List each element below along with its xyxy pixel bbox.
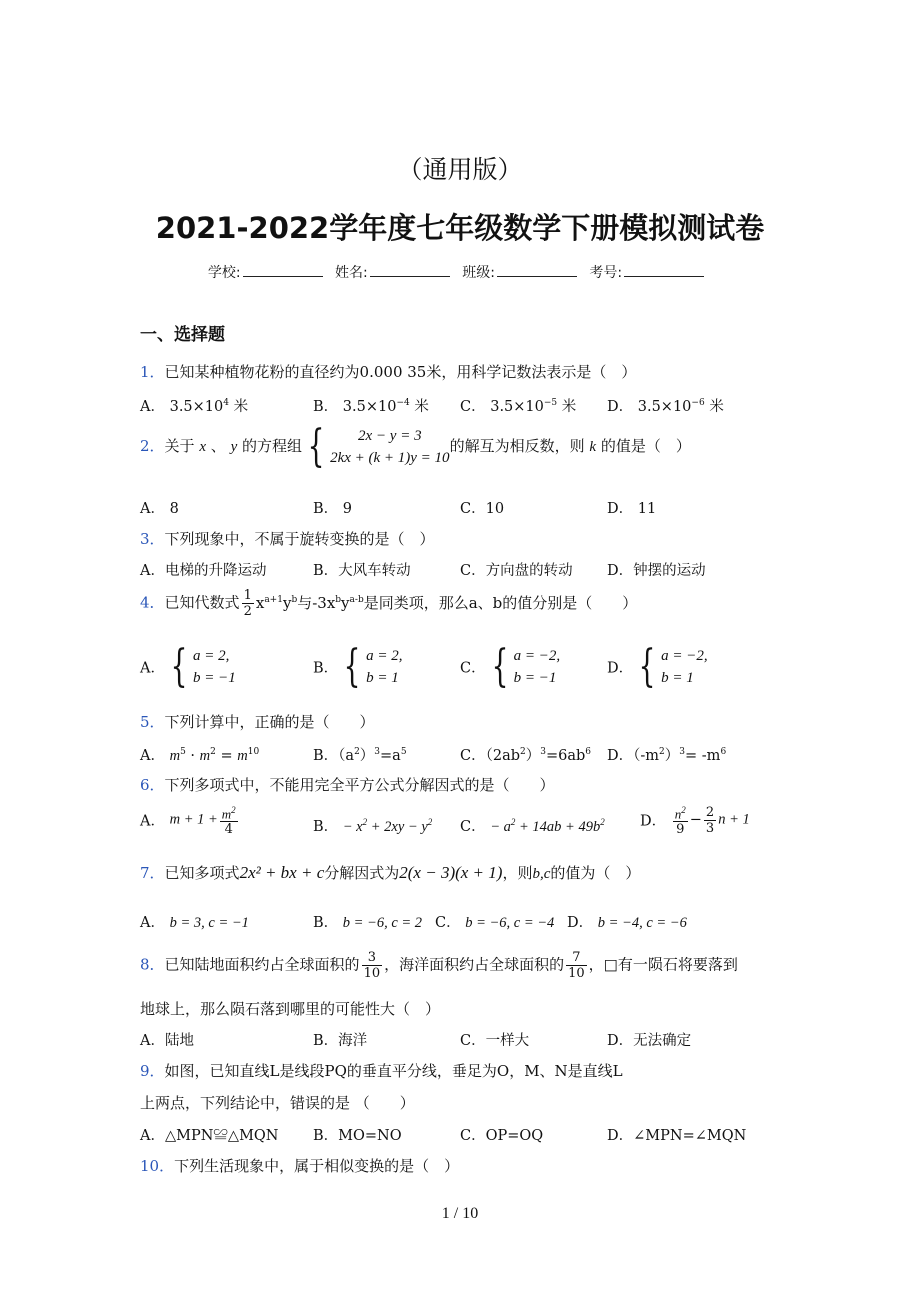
question-7: 7．已知多项式2x² + bx + c分解因式为2(x − 3)(x + 1)，则b,c的值为（ ） bbox=[140, 863, 641, 882]
option-a[interactable]: A． b = 3, c = −1 bbox=[140, 915, 249, 931]
page-title: 2021-2022学年度七年级数学下册模拟测试卷 bbox=[155, 211, 765, 245]
question-3 bbox=[140, 528, 435, 549]
question-number: 7． bbox=[140, 864, 165, 882]
question-number: 4． bbox=[140, 593, 165, 612]
option-a[interactable]: A．陆地 bbox=[140, 1033, 194, 1049]
option-a[interactable]: A． 8 bbox=[140, 501, 179, 517]
question-4: 4．已知代数式 $\frac{1}{2}$ $x^{a+1}y^b$与$-3x^by^{a-b}$是同类项，那么a、b的值分别是（ ） bbox=[140, 588, 638, 619]
option-c[interactable]: C． $3.5\times 10^{-5}$ 米 bbox=[460, 398, 577, 415]
option-a[interactable]: A． $3.5\times 10^4$ 米 bbox=[140, 398, 249, 415]
option-a[interactable]: A． $m^5 \cdot m^2 = m^{10}$ bbox=[140, 747, 260, 764]
option-b[interactable]: B．MO=NO bbox=[313, 1128, 402, 1144]
option-c[interactable]: C．OP=OQ bbox=[460, 1128, 544, 1144]
option-c[interactable]: C． − $a^2 + 14ab + 49b^2$ bbox=[460, 817, 605, 835]
option-a[interactable]: A．△MPN≌△MQN bbox=[140, 1128, 279, 1144]
question-number: 6． bbox=[140, 776, 165, 794]
option-c[interactable]: C． { a = −2, b = −1 bbox=[460, 641, 561, 692]
question-text: 下列多项式中，不能用完全平方公式分解因式的是（ ） bbox=[164, 776, 555, 794]
option-b[interactable]: B．大风车转动 bbox=[313, 563, 411, 579]
option-a[interactable]: A． { a = 2, b = −1 bbox=[140, 641, 236, 692]
subtitle: （通用版） bbox=[397, 155, 523, 184]
option-a[interactable]: A． m + 1 + $\frac{m^2}{4}$ bbox=[140, 805, 236, 838]
option-d[interactable]: D． { a = −2, b = 1 bbox=[607, 641, 708, 692]
question-5 bbox=[140, 711, 375, 732]
question-number: 8． bbox=[140, 955, 165, 974]
page-number: 1 / 10 bbox=[441, 1205, 479, 1222]
name-label: 姓名: bbox=[335, 265, 368, 281]
question-2: 2．关于 x 、 y 的方程组 { 2x − y = 3 2kx + (k + 1)y = 10 的解互为相反数，则 k 的值是（ ） bbox=[140, 421, 691, 472]
question-text: 如图，已知直线L是线段PQ的垂直平分线，垂足为O，M、N是直线L bbox=[164, 1062, 623, 1080]
option-b[interactable]: B． b = −6, c = 2 bbox=[313, 915, 423, 931]
id-blank[interactable] bbox=[624, 264, 704, 277]
option-b[interactable]: B． 9 bbox=[313, 501, 352, 517]
question-text: 下列计算中，正确的是（ ） bbox=[164, 713, 375, 731]
class-label: 班级: bbox=[462, 265, 495, 281]
question-text: 已知某种植物花粉的直径约为0.000 35米，用科学记数法表示是（ ） bbox=[164, 363, 637, 381]
equation-system: { 2x − y = 3 2kx + (k + 1)y = 10 bbox=[307, 421, 450, 472]
section-heading: 一、选择题 bbox=[140, 325, 225, 345]
option-c[interactable]: C．$(2ab^2)^3=6ab^6$ bbox=[460, 747, 592, 764]
school-label: 学校: bbox=[207, 265, 241, 281]
option-b[interactable]: B． − $x^2 + 2xy - y^2$ bbox=[313, 817, 433, 835]
question-text: $x^{a+1}y^b$与$-3x^by^{a-b}$是同类项，那么a、b的值分别是（ ） bbox=[255, 593, 638, 612]
question-text: 下列现象中，不属于旋转变换的是（ ） bbox=[164, 530, 435, 548]
option-d[interactable]: D．无法确定 bbox=[607, 1033, 692, 1049]
question-9-line2: 上两点，下列结论中，错误的是 （ ） bbox=[140, 1094, 415, 1112]
option-d[interactable]: D．∠MPN=∠MQN bbox=[607, 1128, 747, 1144]
name-blank[interactable] bbox=[370, 264, 450, 277]
class-blank[interactable] bbox=[497, 264, 577, 277]
option-b[interactable]: B．$(a^2)^3=a^5$ bbox=[313, 747, 407, 764]
option-d[interactable]: D．$(-m^2)^3= -m^6$ bbox=[607, 747, 727, 764]
option-c[interactable]: C．10 bbox=[460, 501, 505, 517]
id-label: 考号: bbox=[589, 265, 623, 281]
option-c[interactable]: C．一样大 bbox=[460, 1033, 530, 1049]
question-8: 8．已知陆地面积约占全球面积的 $\frac{3}{10}$ ，海洋面积约占全球面积的 $\frac{7}{10}$ ，□有一陨石将要落到 bbox=[140, 950, 738, 981]
question-8-line2: 地球上，那么陨石落到哪里的可能性大（ ） bbox=[140, 1000, 441, 1018]
question-1 bbox=[140, 361, 636, 382]
student-info-line bbox=[0, 262, 920, 282]
question-number: 2． bbox=[140, 437, 165, 455]
option-a[interactable]: A．电梯的升降运动 bbox=[140, 563, 267, 579]
fraction: $\frac{1}{2}$ bbox=[243, 588, 252, 619]
question-number: 10． bbox=[140, 1157, 175, 1175]
question-number: 1． bbox=[140, 363, 165, 381]
question-number: 9． bbox=[140, 1062, 165, 1080]
option-b[interactable]: B．海洋 bbox=[313, 1033, 368, 1049]
option-c[interactable]: C． b = −6, c = −4 bbox=[435, 915, 555, 931]
question-9 bbox=[140, 1060, 623, 1081]
question-number: 5． bbox=[140, 713, 165, 731]
option-b[interactable]: B． { a = 2, b = 1 bbox=[313, 641, 403, 692]
question-10 bbox=[140, 1155, 459, 1176]
school-blank[interactable] bbox=[243, 264, 323, 277]
option-d[interactable]: D．钟摆的运动 bbox=[607, 563, 706, 579]
question-6 bbox=[140, 774, 555, 795]
option-d[interactable]: D． $3.5\times 10^{-6}$ 米 bbox=[607, 398, 724, 415]
option-b[interactable]: B． $3.5\times 10^{-4}$ 米 bbox=[313, 398, 429, 415]
option-d[interactable]: D． $\frac{n^2}{9}$ − $\frac{2}{3}$ n + 1 bbox=[640, 804, 750, 838]
question-text: 下列生活现象中，属于相似变换的是（ ） bbox=[174, 1157, 460, 1175]
option-d[interactable]: D． b = −4, c = −6 bbox=[567, 915, 687, 931]
option-d[interactable]: D． 11 bbox=[607, 501, 657, 517]
option-c[interactable]: C．方向盘的转动 bbox=[460, 563, 573, 579]
question-number: 3． bbox=[140, 530, 165, 548]
